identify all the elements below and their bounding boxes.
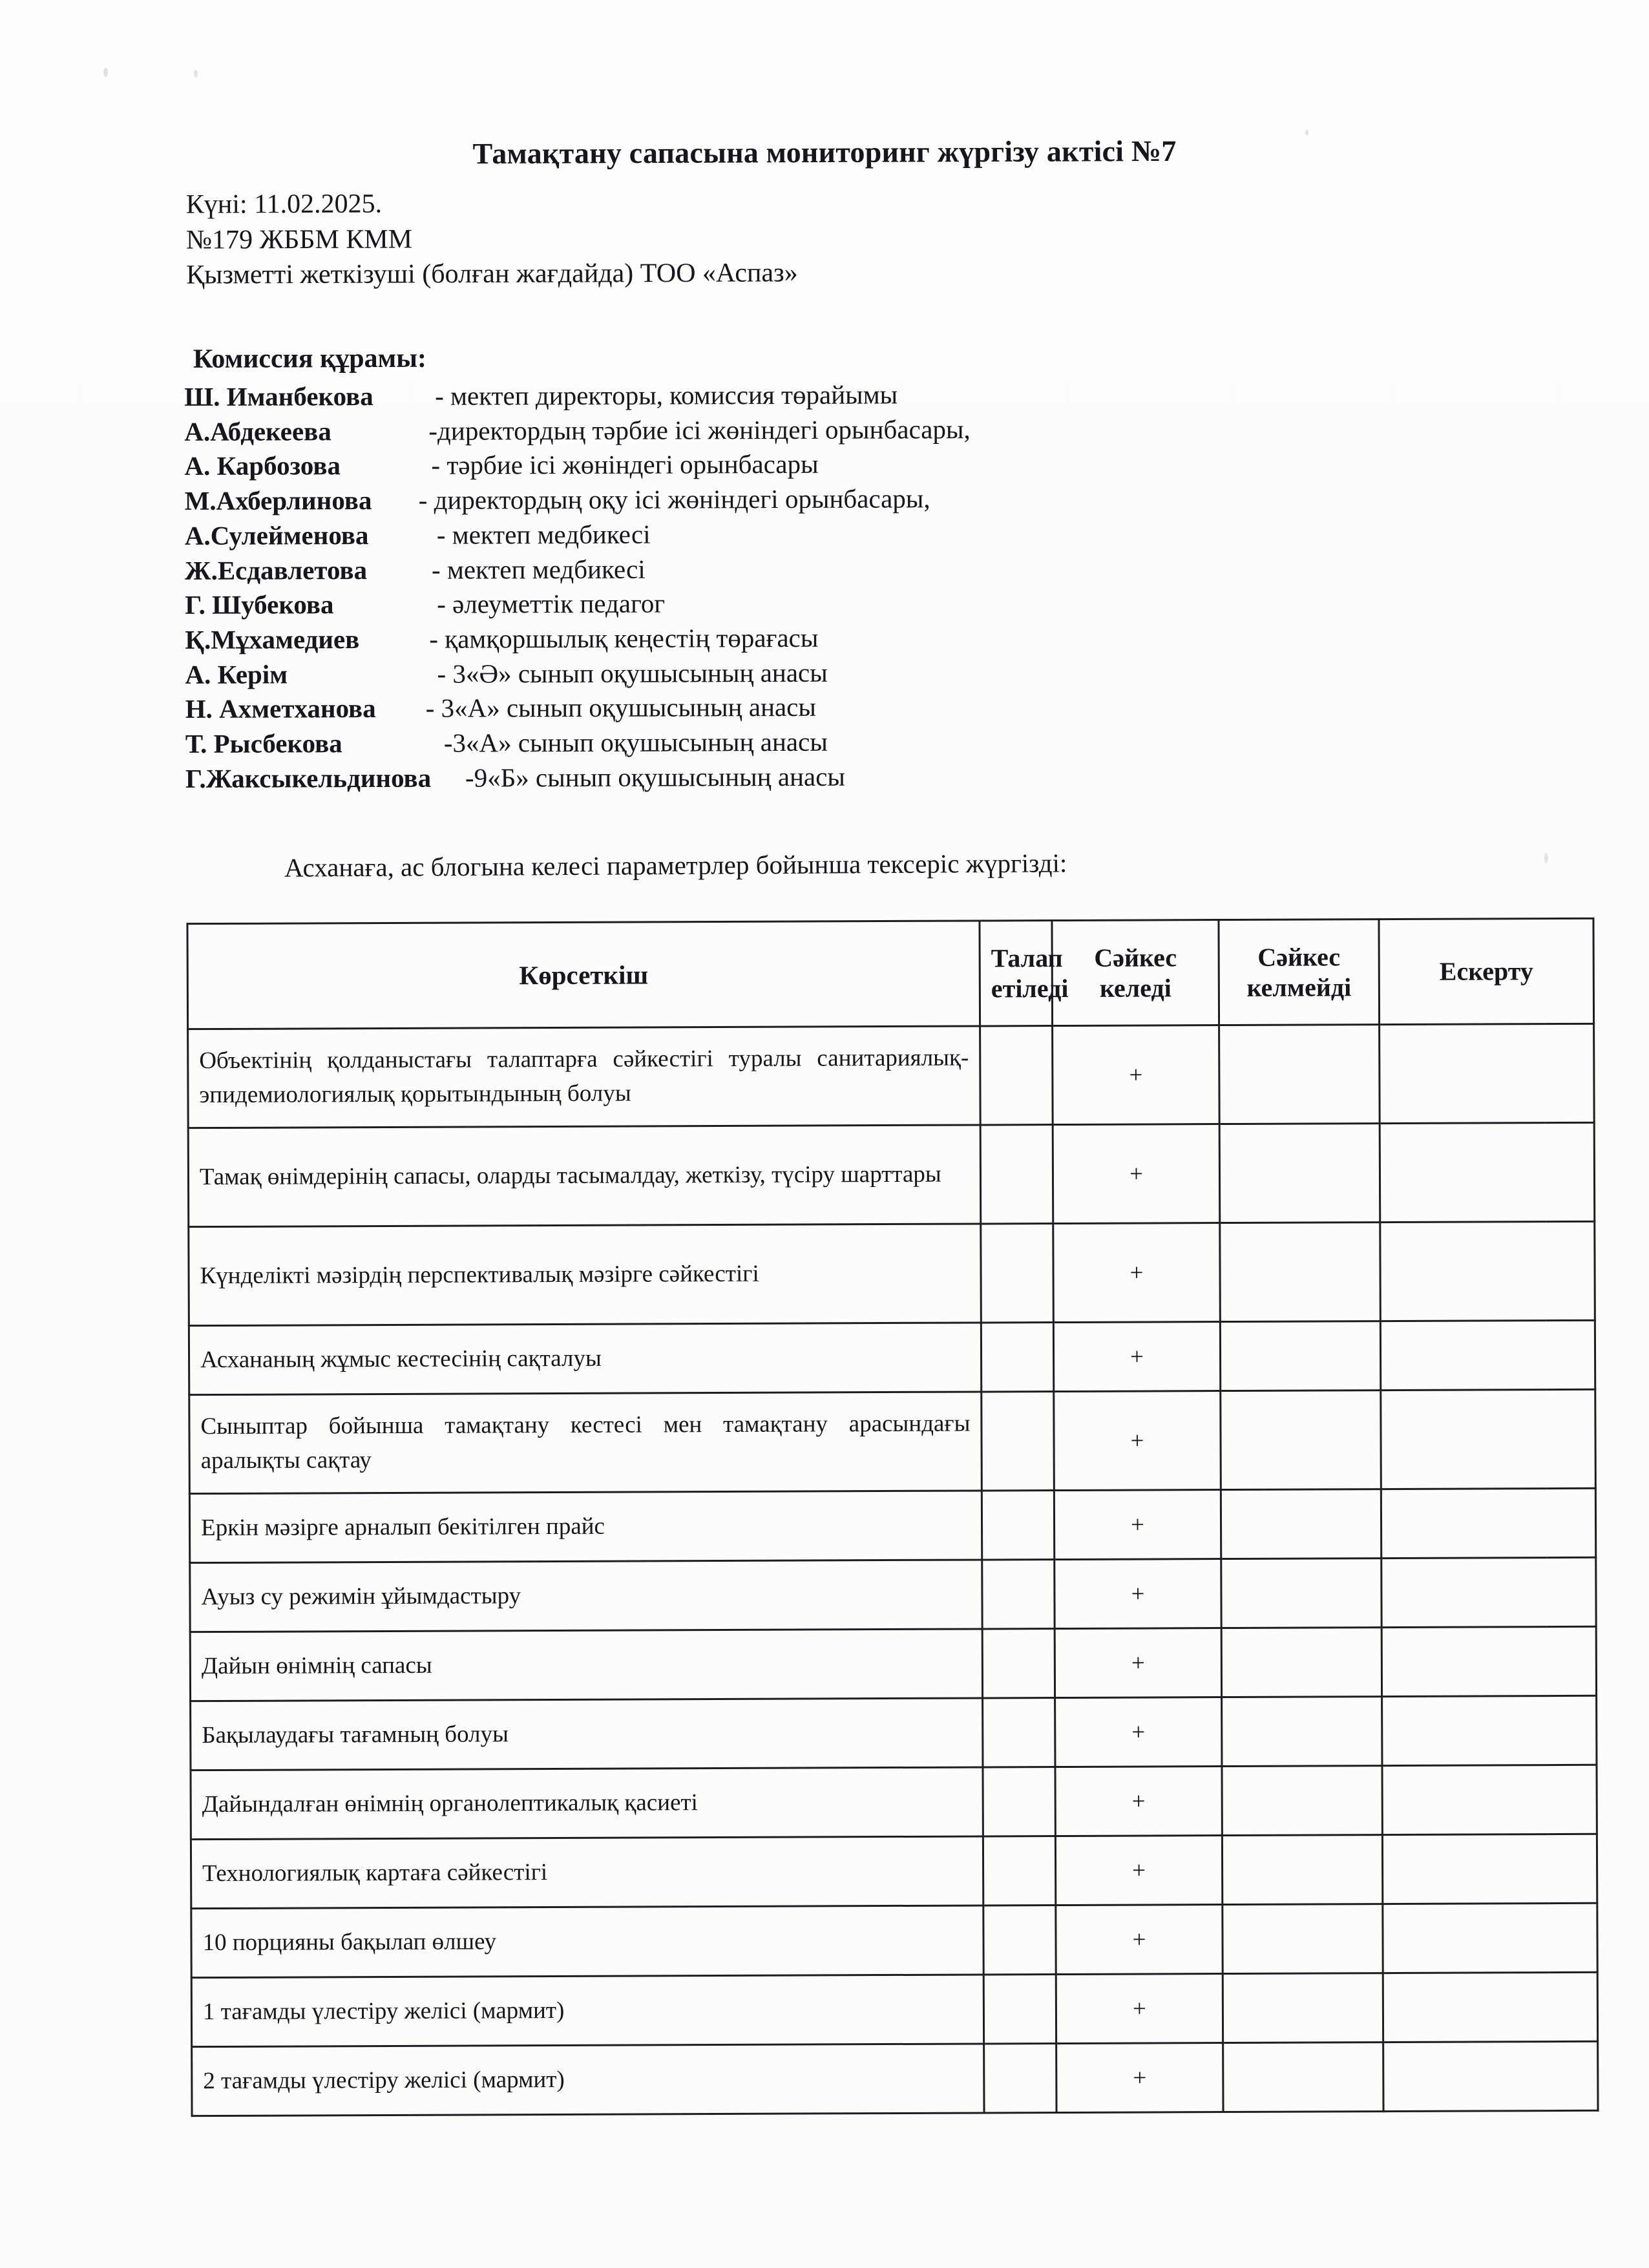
cell-required[interactable] bbox=[984, 2044, 1056, 2113]
table-row bbox=[191, 1765, 1597, 1839]
cell-indicator: Тамақ өнімдерінің сапасы, оларды тасымалдау, жеткізу, түсіру шарттары bbox=[188, 1125, 981, 1227]
cell-note[interactable] bbox=[1380, 1024, 1595, 1123]
cell-indicator: Дайын өнімнің сапасы bbox=[190, 1629, 982, 1701]
cell-note[interactable] bbox=[1383, 1972, 1597, 2042]
checklist-table-head bbox=[187, 918, 1594, 1029]
commission-member-row bbox=[185, 551, 971, 589]
cell-required[interactable] bbox=[983, 1698, 1055, 1767]
commission-member-role: - мектеп медбикесі bbox=[431, 554, 646, 585]
cell-nomatch[interactable] bbox=[1222, 1766, 1382, 1836]
commission-member-name: А.Абдекеева bbox=[184, 415, 331, 446]
cell-note[interactable] bbox=[1382, 1765, 1597, 1834]
cell-nomatch[interactable] bbox=[1219, 1025, 1380, 1124]
cell-note[interactable] bbox=[1381, 1389, 1596, 1489]
column-header-required: Талап етіледі bbox=[980, 921, 1053, 1026]
commission-member-name: Қ.Мұхамедиев bbox=[185, 624, 360, 655]
page-title: Тамақтану сапасына мониторинг жүргізу актісі №7 bbox=[472, 134, 1177, 170]
checklist-table-wrapper bbox=[186, 918, 1597, 2117]
cell-indicator: 2 тағамды үлестіру желісі (мармит) bbox=[192, 2044, 984, 2116]
cell-required[interactable] bbox=[983, 1767, 1055, 1836]
cell-indicator: Дайындалған өнімнің органолептикалық қасиеті bbox=[191, 1767, 983, 1840]
commission-members-list bbox=[184, 377, 971, 796]
cell-nomatch[interactable] bbox=[1221, 1628, 1381, 1697]
cell-nomatch[interactable] bbox=[1223, 1973, 1383, 2043]
scan-speck bbox=[1544, 853, 1548, 863]
commission-member-row bbox=[184, 446, 971, 484]
cell-match[interactable]: + bbox=[1053, 1223, 1221, 1323]
commission-member-role: - 3«А» сынып оқушысының анасы bbox=[425, 692, 816, 724]
cell-indicator: Ауыз су режимін ұйымдастыру bbox=[190, 1560, 982, 1632]
cell-note[interactable] bbox=[1383, 2041, 1598, 2111]
commission-heading: Комиссия құрамы: bbox=[193, 343, 427, 374]
column-header-match: Сәйкес келеді bbox=[1052, 920, 1219, 1026]
table-row bbox=[188, 1024, 1595, 1128]
cell-match[interactable]: + bbox=[1053, 1124, 1220, 1224]
column-header-indicator: Көрсеткіш bbox=[187, 921, 980, 1029]
cell-nomatch[interactable] bbox=[1221, 1489, 1381, 1559]
commission-member-name: Г.Жаксыкельдинова bbox=[185, 762, 432, 793]
commission-member-role: - тәрбие ісі жөніндегі орынбасары bbox=[431, 449, 819, 481]
cell-indicator: Объектінің қолданыстағы талаптарға сәйкестігі туралы санитариялық-эпидемиологиялық қорытындының болуы bbox=[188, 1026, 981, 1128]
table-row bbox=[191, 1972, 1597, 2046]
cell-nomatch[interactable] bbox=[1220, 1223, 1381, 1322]
commission-member-name: Т. Рысбекова bbox=[185, 728, 342, 759]
document-meta bbox=[186, 185, 798, 293]
commission-member-name: А.Сулейменова bbox=[184, 520, 369, 551]
cell-nomatch[interactable] bbox=[1222, 1697, 1382, 1767]
cell-note[interactable] bbox=[1381, 1626, 1596, 1696]
commission-member-row bbox=[185, 481, 971, 519]
cell-required[interactable] bbox=[980, 1125, 1053, 1224]
commission-member-row bbox=[185, 585, 971, 623]
commission-section bbox=[184, 341, 972, 796]
cell-required[interactable] bbox=[981, 1323, 1053, 1392]
column-header-nomatch: Сәйкес келмейді bbox=[1219, 919, 1380, 1025]
meta-supplier: Қызметті жеткізуші (болған жағдайда) ТОО «Аспаз» bbox=[186, 258, 798, 290]
commission-member-name: Ш. Иманбекова bbox=[184, 381, 373, 412]
scan-speck bbox=[194, 70, 198, 78]
cell-match[interactable]: + bbox=[1054, 1490, 1221, 1560]
cell-nomatch[interactable] bbox=[1223, 1904, 1383, 1974]
table-header-row bbox=[187, 918, 1594, 1029]
cell-match[interactable]: + bbox=[1056, 2043, 1223, 2113]
cell-required[interactable] bbox=[983, 1836, 1055, 1906]
commission-member-row bbox=[184, 412, 971, 450]
commission-member-role: - мектеп директоры, комиссия төрайымы bbox=[435, 379, 898, 411]
table-row bbox=[189, 1221, 1595, 1325]
table-row bbox=[188, 1122, 1595, 1226]
cell-indicator: Еркін мәзірге арналып бекітілген прайс bbox=[189, 1491, 982, 1563]
commission-member-row bbox=[185, 620, 971, 658]
cell-nomatch[interactable] bbox=[1222, 1835, 1382, 1905]
cell-required[interactable] bbox=[982, 1560, 1055, 1629]
cell-note[interactable] bbox=[1382, 1834, 1597, 1904]
cell-nomatch[interactable] bbox=[1223, 2042, 1383, 2112]
cell-match[interactable]: + bbox=[1053, 1322, 1220, 1392]
cell-nomatch[interactable] bbox=[1221, 1391, 1381, 1490]
cell-match[interactable]: + bbox=[1054, 1391, 1221, 1491]
cell-nomatch[interactable] bbox=[1219, 1124, 1380, 1223]
commission-member-row bbox=[185, 759, 972, 797]
cell-note[interactable] bbox=[1381, 1557, 1596, 1627]
cell-required[interactable] bbox=[983, 1975, 1056, 2044]
commission-member-role: - директордың оқу ісі жөніндегі орынбасары, bbox=[418, 483, 930, 515]
cell-nomatch[interactable] bbox=[1220, 1321, 1380, 1391]
cell-match[interactable]: + bbox=[1055, 1628, 1221, 1698]
commission-member-row bbox=[185, 655, 971, 693]
cell-indicator: Технологиялық картаға сәйкестігі bbox=[191, 1836, 983, 1909]
cell-note[interactable] bbox=[1380, 1122, 1595, 1222]
cell-required[interactable] bbox=[982, 1491, 1054, 1560]
table-row bbox=[191, 1903, 1597, 1977]
table-row bbox=[189, 1320, 1595, 1394]
cell-note[interactable] bbox=[1381, 1488, 1595, 1558]
cell-match[interactable]: + bbox=[1055, 1767, 1222, 1836]
cell-match[interactable]: + bbox=[1055, 1697, 1222, 1767]
commission-member-role: - мектеп медбикесі bbox=[436, 519, 651, 550]
table-row bbox=[190, 1557, 1596, 1632]
table-row bbox=[190, 1626, 1596, 1701]
cell-required[interactable] bbox=[980, 1026, 1053, 1125]
cell-note[interactable] bbox=[1382, 1696, 1597, 1765]
cell-required[interactable] bbox=[981, 1224, 1054, 1323]
commission-member-row bbox=[184, 377, 971, 415]
table-row bbox=[191, 1696, 1597, 1770]
cell-match[interactable]: + bbox=[1055, 1559, 1221, 1629]
cell-indicator: Күнделікті мәзірдің перспективалық мәзірге сәйкестігі bbox=[189, 1224, 982, 1326]
commission-member-name: Г. Шубекова bbox=[185, 589, 334, 620]
commission-member-name: Ж.Есдавлетова bbox=[184, 554, 368, 585]
checklist-table bbox=[186, 918, 1599, 2117]
commission-member-row bbox=[185, 689, 972, 727]
cell-required[interactable] bbox=[983, 1906, 1056, 1975]
commission-member-name: Н. Ахметханова bbox=[185, 693, 376, 724]
cell-nomatch[interactable] bbox=[1221, 1559, 1381, 1628]
cell-indicator: 10 порцияны бақылап өлшеу bbox=[191, 1906, 983, 1978]
cell-note[interactable] bbox=[1380, 1320, 1595, 1390]
commission-member-role: - қамқоршылық кеңестің төрағасы bbox=[429, 622, 819, 654]
inspection-intro-text: Асханаға, ас блогына келесі параметрлер бойынша тексеріс жүргізді: bbox=[284, 848, 1067, 883]
commission-member-role: - 3«Ә» сынып оқушысының анасы bbox=[437, 657, 828, 689]
table-row bbox=[191, 1834, 1597, 1908]
cell-match[interactable]: + bbox=[1056, 1974, 1223, 2044]
cell-note[interactable] bbox=[1380, 1221, 1595, 1321]
cell-indicator: Асхананың жұмыс кестесінің сақталуы bbox=[189, 1323, 981, 1395]
cell-note[interactable] bbox=[1383, 1903, 1597, 1973]
cell-indicator: Сыныптар бойынша тамақтану кестесі мен тамақтану арасындағы аралықты сақтау bbox=[189, 1392, 982, 1494]
scan-speck bbox=[103, 68, 108, 77]
commission-member-role: -9«Б» сынып оқушысының анасы bbox=[465, 761, 846, 793]
commission-member-role: -3«А» сынып оқушысының анасы bbox=[443, 726, 828, 758]
table-row bbox=[189, 1389, 1596, 1493]
commission-member-row bbox=[185, 724, 972, 762]
commission-member-role: -директордың тәрбие ісі жөніндегі орынбасары, bbox=[428, 414, 971, 446]
column-header-note: Ескерту bbox=[1379, 918, 1594, 1024]
commission-member-name: А. Карбозова bbox=[184, 450, 341, 481]
commission-member-role: - әлеуметтік педагог bbox=[437, 588, 666, 619]
meta-date: Күні: 11.02.2025. bbox=[185, 189, 383, 220]
commission-member-name: А. Керім bbox=[185, 659, 288, 689]
table-row bbox=[192, 2041, 1598, 2116]
commission-member-row bbox=[185, 516, 971, 554]
commission-member-name: М.Ахберлинова bbox=[184, 485, 372, 516]
cell-required[interactable] bbox=[982, 1392, 1055, 1491]
cell-indicator: 1 тағамды үлестіру желісі (мармит) bbox=[191, 1975, 983, 2047]
cell-required[interactable] bbox=[982, 1629, 1055, 1698]
cell-match[interactable]: + bbox=[1055, 1836, 1222, 1906]
meta-institution: №179 ЖББМ КММ bbox=[185, 224, 413, 255]
table-row bbox=[189, 1488, 1595, 1562]
cell-indicator: Бақылаудағы тағамның болуы bbox=[191, 1698, 983, 1770]
cell-match[interactable]: + bbox=[1053, 1025, 1220, 1125]
cell-match[interactable]: + bbox=[1056, 1905, 1223, 1975]
checklist-table-body bbox=[188, 1024, 1598, 2116]
